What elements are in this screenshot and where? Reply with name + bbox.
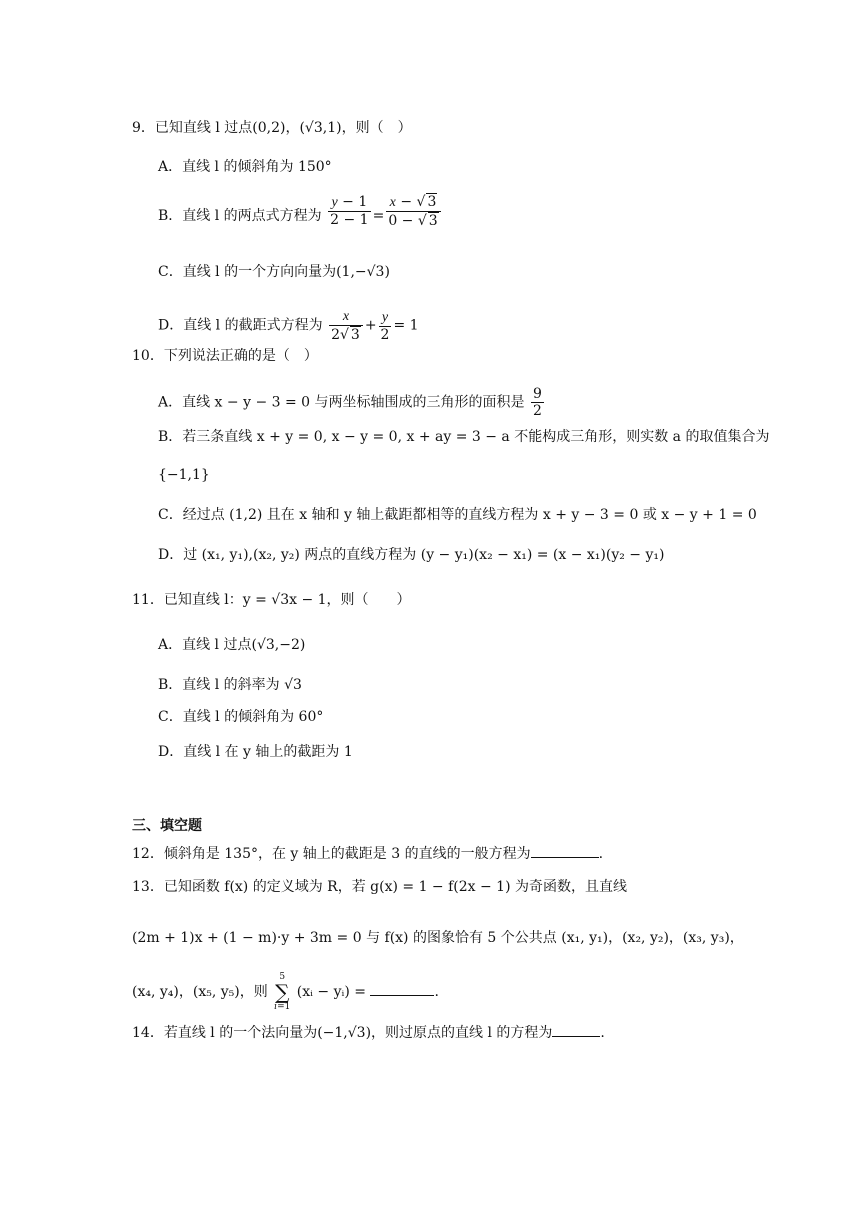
q10-option-a-label: A．直线 x − y − 3 = 0 与两坐标轴围成的三角形的面积是 (158, 394, 525, 411)
q13-line-2: (2m + 1)x + (1 − m)·y + 3m = 0 与 f(x) 的图象恰有 5 个公共点 (x₁, y₁)，(x₂, y₂)，(x₃, y₃)， (132, 930, 744, 946)
q9-stem: 9．已知直线 l 过点(0,2)，(√3,1)，则（ ） (132, 120, 412, 136)
q9-option-d-fraction-x: $\frac{x}{2√ 3}$ (329, 308, 363, 343)
q13-end: . (434, 984, 439, 1000)
q14-answer-blank (552, 1022, 600, 1037)
q10-option-a (158, 386, 546, 419)
q11-option-b: B．直线 l 的斜率为 √3 (158, 677, 302, 693)
q13-line-3-prefix: (x₄, y₄)，(x₅, y₅)，则 (132, 984, 268, 1000)
q12-end: . (598, 846, 604, 862)
q9-option-a: A．直线 l 的倾斜角为 150° (158, 159, 332, 175)
q9-option-d-fraction-y: $\frac{y}{2}$ (380, 309, 390, 343)
q10-stem: 10．下列说法正确的是（ ） (132, 348, 318, 364)
q10-option-d: D．过 (x₁, y₁),(x₂, y₂) 两点的直线方程为 (y − y₁)(x₂ − x₁) = (x − x₁)(y₂ − y₁) (158, 547, 665, 563)
q10-option-a-fraction: $\frac{9}{2}$ (532, 386, 542, 419)
q14-end: . (600, 1025, 605, 1041)
summation-symbol: 5 ∑ i=1 (274, 972, 291, 1012)
q9-option-d: D．直线 l 的截距式方程为 $\frac{x}{2√ 3}$ + $\frac{y}{2}$ = 1 (158, 309, 419, 343)
q14 (132, 1022, 605, 1043)
q12-answer-blank (531, 843, 599, 858)
q9-option-b: B．直线 l 的两点式方程为 $\frac{y - 1}{2 - 1}$ = $\frac{x - √ 3}{0 - √ 3}$ (158, 203, 443, 229)
q11-option-a: A．直线 l 过点(√3,−2) (158, 637, 306, 653)
q9-option-b-fraction-right: $\frac{x - √ 3}{0 - √ 3}$ (386, 193, 440, 229)
q9-option-d-label: D．直线 l 的截距式方程为 (158, 317, 323, 334)
q13-line-1: 13．已知函数 f(x) 的定义域为 R，若 g(x) = 1 − f(2x − 1) 为奇函数，且直线 (132, 879, 628, 895)
q11-option-d: D．直线 l 在 y 轴上的截距为 1 (158, 744, 353, 760)
q10-option-b-continued: {−1,1} (158, 467, 210, 483)
q10-option-c: C．经过点 (1,2) 且在 x 轴和 y 轴上截距都相等的直线方程为 x + y − 3 = 0 或 x − y + 1 = 0 (158, 507, 757, 523)
q12-text: 12．倾斜角是 135°，在 y 轴上的截距是 3 的直线的一般方程为 (132, 846, 531, 862)
q13-answer-blank (370, 981, 434, 996)
q10-option-b: B．若三条直线 x + y = 0, x − y = 0, x + ay = 3 − a 不能构成三角形，则实数 a 的取值集合为 (158, 429, 770, 445)
q9-option-b-label: B．直线 l 的两点式方程为 (158, 208, 322, 224)
section-heading-fill-in: 三、填空题 (132, 818, 202, 834)
q9-option-b-fraction-left: $\frac{y - 1}{2 - 1}$ (330, 194, 369, 228)
q9-option-c: C．直线 l 的一个方向向量为(1,−√3) (158, 264, 390, 280)
q11-option-c: C．直线 l 的倾斜角为 60° (158, 709, 324, 725)
q13-line-3 (132, 972, 439, 1012)
q11-stem: 11．已知直线 l：y = √3x − 1，则（ ） (132, 592, 411, 608)
q13-sum-expression: (xᵢ − yᵢ) = (296, 984, 366, 1000)
q12 (132, 843, 603, 864)
q14-text: 14．若直线 l 的一个法向量为(−1,√3)，则过原点的直线 l 的方程为 (132, 1025, 553, 1041)
